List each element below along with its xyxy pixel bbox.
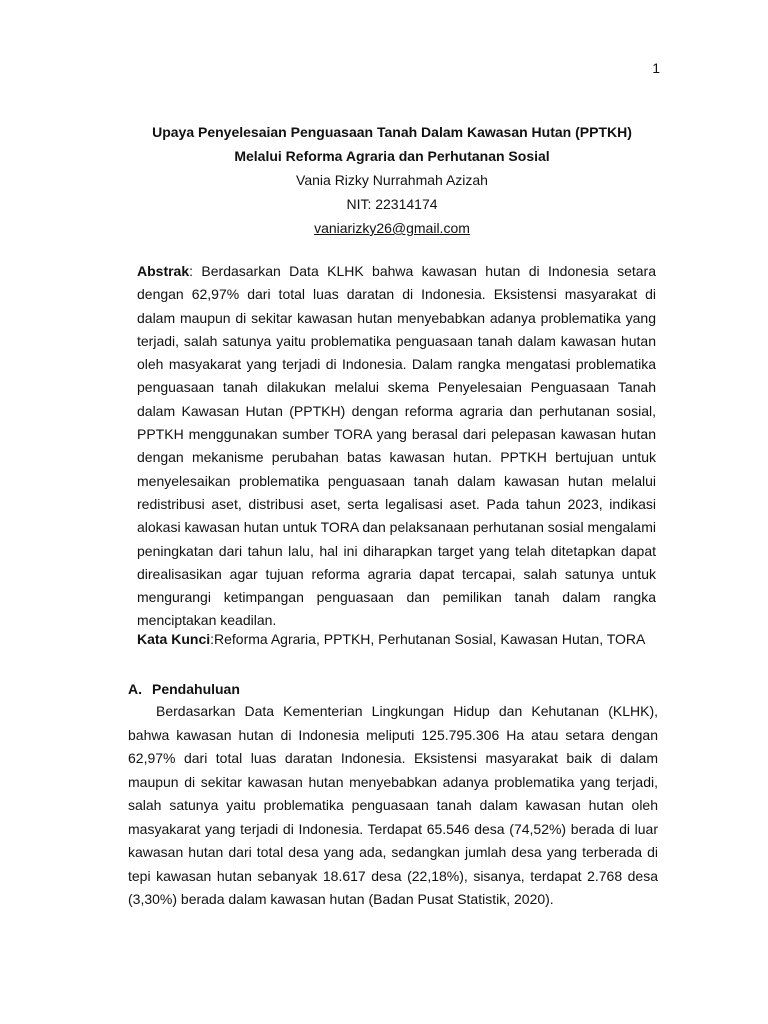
title-block [80,120,704,240]
abstract [137,260,656,633]
abstract-paragraph [137,260,656,633]
section-heading [128,678,240,701]
keywords-label: Kata Kunci [137,631,211,647]
author-nit: NIT: 22314174 [346,196,438,212]
author-name: Vania Rizky Nurrahmah Azizah [296,172,488,188]
section-title: Pendahuluan [152,681,240,697]
abstract-text: : Berdasarkan Data KLHK bahwa kawasan hutan di Indonesia setara dengan 62,97% dari total luas daratan di Indonesia. Eksistensi masyarakat di dalam maupun di sekitar kawasan hutan menyebabkan adanya problematika yang terjadi, salah satunya yaitu problematika penguasaan tanah dalam kawasan hutan oleh masyakarat yang terjadi di Indonesia. Dalam rangka mengatasi problematika penguasaan tanah dilakukan melalui skema Penyelesaian Penguasaan Tanah dalam Kawasan Hutan (PPTKH) dengan reforma agraria dan perhutanan sosial, PPTKH menggunakan sumber TORA yang berasal dari pelepasan kawasan hutan dengan mekanisme perubahan batas kawasan hutan. PPTKH bertujuan untuk menyelesaikan problematika penguasaan tanah dalam kawasan hutan melalui redistribusi aset, distribusi aset, serta legalisasi aset. Pada tahun 2023, indikasi alokasi kawasan hutan untuk TORA dan pelaksanaan perhutanan sosial mengalami peningkatan dari tahun lalu, hal ini diharapkan target yang telah ditetapkan dapat direalisasikan agar tujuan reforma agraria dapat tercapai, salah satunya untuk mengurangi ketimpangan penguasaan dan pemilikan tanah dalam rangka menciptakan keadilan. [137,263,656,629]
abstract-label: Abstrak [137,263,190,279]
section-paragraph: Berdasarkan Data Kementerian Lingkungan Hidup dan Kehutanan (KLHK), bahwa kawasan hutan di Indonesia meliputi 125.795.306 Ha atau setara dengan 62,97% dari total luas daratan Indonesia. Eksistensi masyarakat baik di dalam maupun di sekitar kawasan hutan menyebabkan adanya problematika yang terjadi, salah satunya yaitu problematika penguasaan tanah dalam kawasan hutan oleh masyakarat yang terjadi di Indonesia. Terdapat 65.546 desa (74,52%) berada di luar kawasan hutan dari total desa yang ada, sedangkan jumlah desa yang terberada di tepi kawasan hutan sebanyak 18.617 desa (22,18%), sisanya, terdapat 2.768 desa (3,30%) berada dalam kawasan hutan (Badan Pusat Statistik, 2020). [128,703,658,907]
paper-title-line-1: Upaya Penyelesaian Penguasaan Tanah Dalam Kawasan Hutan (PPTKH) [152,124,632,140]
keywords-text: :Reforma Agraria, PPTKH, Perhutanan Sosial, Kawasan Hutan, TORA [210,631,646,647]
section-number: A. [128,681,142,697]
section-body [128,700,658,912]
author-email[interactable]: vaniarizky26@gmail.com [314,220,470,236]
paper-title-line-2: Melalui Reforma Agraria dan Perhutanan Sosial [234,148,550,164]
page-number: 1 [652,60,660,76]
keywords [137,628,677,651]
